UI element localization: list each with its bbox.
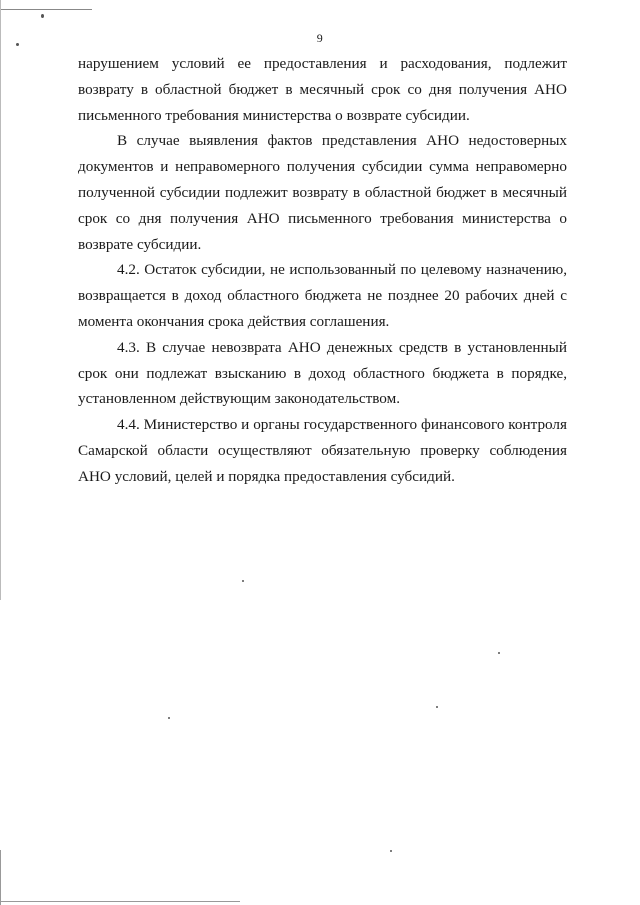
scan-speck (498, 652, 500, 654)
paragraph-line: срок они подлежат взысканию в доход областного бюджета в порядке, (78, 364, 567, 382)
scan-speck (436, 706, 438, 708)
scan-edge-line (0, 9, 92, 10)
paragraph-line: полученной субсидии подлежит возврату в областной бюджет в месячный (78, 184, 567, 201)
paragraph-line: нарушением условий ее предоставления и расходования, подлежит (78, 55, 567, 72)
paragraph-line: возврате субсидии. (78, 235, 202, 253)
paragraph-line: 4.3. В случае невозврата АНО денежных средств в установленный (117, 338, 567, 356)
scan-speck (242, 580, 244, 582)
paragraph-line: 4.4. Министерство и органы государственного финансового контроля (117, 416, 567, 434)
scan-edge-line (0, 850, 1, 905)
paragraph-line: возврату в областной бюджет в месячный срок со дня получения АНО (78, 80, 567, 98)
paragraph-line: письменного требования министерства о возврате субсидии. (78, 106, 470, 124)
scan-speck (41, 14, 44, 18)
scan-speck (390, 850, 392, 852)
paragraph-line: документов и неправомерного получения субсидии сумма неправомерно (78, 158, 567, 176)
scan-edge-line (0, 901, 240, 902)
paragraph-line: установленном действующим законодательством. (78, 390, 401, 408)
scan-speck (168, 717, 170, 719)
scan-edge-line (0, 0, 1, 600)
paragraph-line: возвращается в доход областного бюджета не позднее 20 рабочих дней с (78, 287, 567, 305)
paragraph-line: момента окончания срока действия соглашения. (78, 313, 390, 330)
paragraph-line: срок со дня получения АНО письменного требования министерства о (78, 209, 567, 227)
paragraph-line: Самарской области осуществляют обязательную проверку соблюдения (78, 442, 567, 459)
page-number: 9 (316, 31, 324, 45)
paragraph-line: В случае выявления фактов представления АНО недостоверных (117, 132, 567, 150)
paragraph-line: 4.2. Остаток субсидии, не использованный по целевому назначению, (117, 261, 567, 279)
paragraph-line: АНО условий, целей и порядка предоставления субсидий. (78, 467, 455, 485)
